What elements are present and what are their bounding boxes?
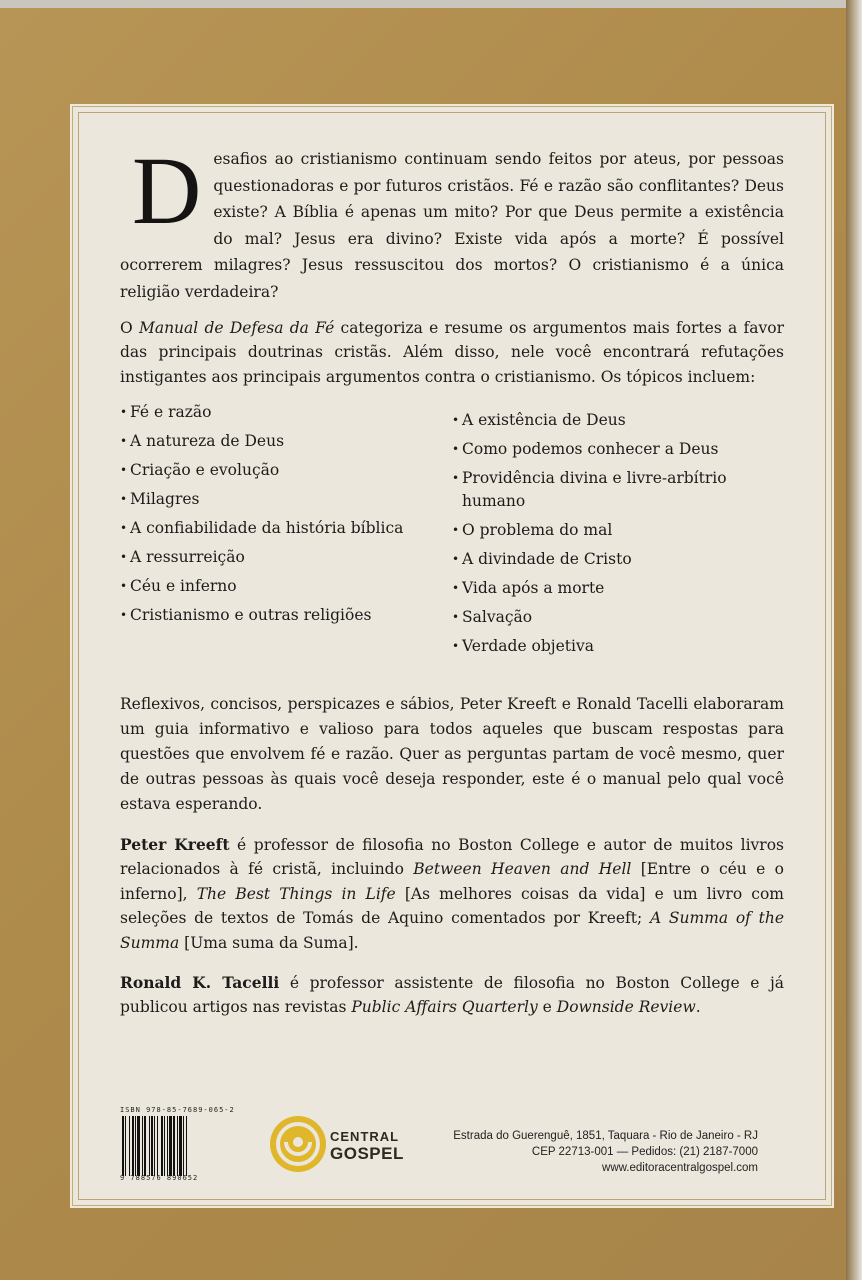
topic-item: • A natureza de Deus [120, 430, 452, 453]
topic-item: • Providência divina e livre-arbítrio humano [452, 467, 784, 513]
author-bio-kreeft [120, 833, 784, 956]
author-name: Ronald K. Tacelli [120, 972, 280, 992]
bio-text: [As melhores coisas da vida] e um livro com seleções de textos de Tomás de Aquino comentados por Kreeft; [120, 884, 784, 928]
bio-text: é professor de filosofia no Boston College e autor de muitos livros relacionados à fé cristã, incluindo [120, 835, 784, 879]
summary-paragraph: Reflexivos, concisos, perspicazes e sábios, Peter Kreeft e Ronald Tacelli elaboraram um guia informativo e valioso para todos aqueles que buscam respostas para questões que envolvem fé e razão. Quer as perguntas partam de você mesmo, quer de outras pessoas às quais você deseja responder, este é o manual pelo qual você estava esperando. [120, 695, 784, 814]
bio-text: e [537, 998, 557, 1017]
book-title: The Best Things in Life [196, 884, 396, 903]
publisher-website: www.editoracentralgospel.com [602, 1162, 758, 1174]
topic-item: • A existência de Deus [452, 409, 784, 432]
author-bio-tacelli [120, 971, 784, 1020]
book-title: Manual de Defesa da Fé [138, 318, 335, 337]
barcode [122, 1116, 236, 1176]
barcode-number: 9 788576 890652 [120, 1174, 199, 1182]
barcode-bar [187, 1116, 189, 1176]
intro-text: esafios ao cristianismo continuam sendo feitos por ateus, por pessoas questionadoras e por futuros cristãos. Fé e razão são conflitantes? Deus existe? A Bíblia é apenas um mito? Por que Deus permite a existência do mal? Jesus era divino? Existe vida após a morte? É possível ocorrerem milagres? Jesus ressuscitou dos mortos? O cristianismo é a única religião verdadeira? [120, 150, 784, 301]
intro-paragraph [120, 137, 784, 306]
journal-title: Public Affairs Quarterly [351, 998, 538, 1017]
manual-paragraph [120, 316, 784, 390]
topic-item: • Céu e inferno [120, 575, 452, 598]
topic-item: • Milagres [120, 488, 452, 511]
publisher-address [440, 1128, 758, 1176]
journal-title: Downside Review [556, 998, 696, 1017]
publisher-line-2: GOSPEL [330, 1144, 404, 1163]
publisher-name [330, 1128, 404, 1162]
bio-text: . [695, 998, 701, 1017]
manual-text: categoriza e resume os argumentos mais fortes a favor das principais doutrinas cristãs. Além disso, nele você encontrará refutações instigantes aos principais argumentos contra o cristianismo. Os tópicos incluem: [120, 318, 784, 386]
topic-item: • Fé e razão [120, 401, 452, 424]
topics-left-column [120, 401, 452, 664]
panel-content [120, 137, 785, 1035]
topic-item: • Salvação [452, 606, 784, 629]
cover-footer [120, 1106, 784, 1186]
topic-item: • A ressurreição [120, 546, 452, 569]
topics-list [120, 401, 784, 664]
topic-item: • O problema do mal [452, 519, 784, 542]
topic-item: • Cristianismo e outras religiões [120, 604, 452, 627]
bio-text: é professor assistente de filosofia no Boston College e já publicou artigos nas revistas [120, 973, 784, 1017]
text-panel [70, 104, 834, 1208]
book-back-cover [0, 8, 850, 1280]
topic-item: • Como podemos conhecer a Deus [452, 438, 784, 461]
book-right-edge [846, 0, 862, 1280]
topic-item: • A confiabilidade da história bíblica [120, 517, 452, 540]
publisher-line-1: CENTRAL [330, 1129, 400, 1144]
topic-item: • Vida após a morte [452, 577, 784, 600]
bio-text: [Entre o céu e o inferno], [120, 860, 785, 903]
address-phone: CEP 22713-001 — Pedidos: (21) 2187-7000 [531, 1146, 758, 1158]
author-name: Peter Kreeft [120, 834, 230, 854]
book-title: A Summa of the Summa [120, 909, 784, 952]
topic-item: • A divindade de Cristo [452, 548, 784, 571]
topics-right-column [452, 401, 784, 664]
topic-item: • Criação e evolução [120, 459, 452, 482]
topic-item: • Verdade objetiva [452, 635, 784, 658]
drop-cap: D [132, 137, 202, 244]
book-title: Between Heaven and Hell [413, 860, 632, 879]
bio-text: [Uma suma da Suma]. [179, 933, 359, 952]
address-line: Estrada do Guerenguê, 1851, Taquara - Rio de Janeiro - RJ [453, 1130, 758, 1142]
isbn-label: ISBN 978-85-7689-065-2 [120, 1106, 235, 1114]
manual-prefix: O [120, 318, 139, 337]
